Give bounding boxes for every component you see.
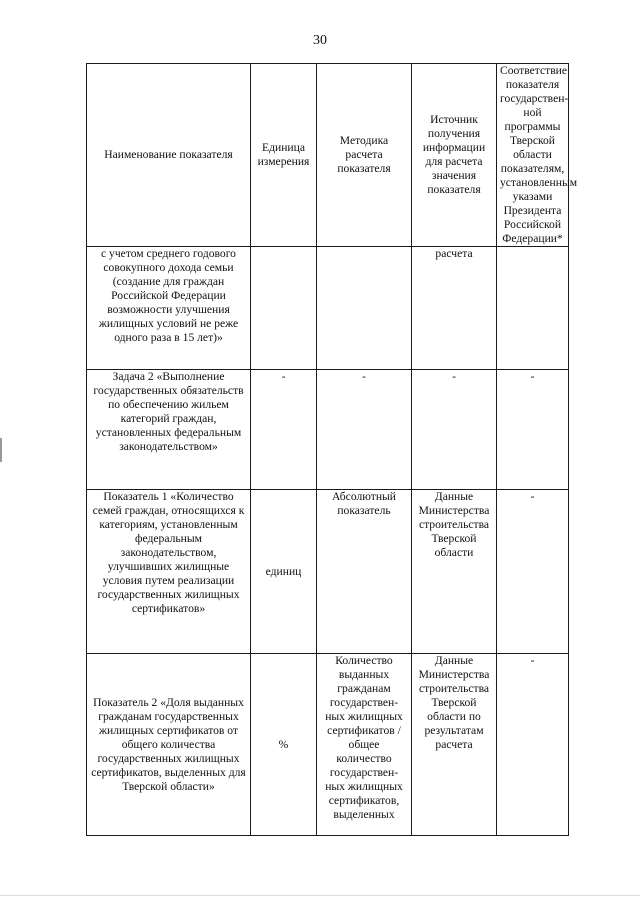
cell-unit: % bbox=[251, 654, 317, 836]
table-row bbox=[87, 247, 569, 370]
header-source: Источник получения информации для расчета значения показателя bbox=[412, 64, 497, 247]
cell-method: - bbox=[317, 370, 412, 490]
scan-bottom-line bbox=[0, 895, 640, 896]
cell-source: Данные Министерства строительства Тверской области по результатам расчета bbox=[412, 654, 497, 836]
table-row bbox=[87, 490, 569, 654]
cell-compliance: - bbox=[497, 654, 569, 836]
cell-name: с учетом среднего годового совокупного дохода семьи (создание для граждан Российской Федерации возможности улучшения жилищных условий не реже одного раза в 15 лет)» bbox=[87, 247, 251, 370]
header-unit: Единица измерения bbox=[251, 64, 317, 247]
header-compliance: Соответствие показателя государствен-ной программы Тверской области показателям, установленным указами Президента Российской Федерации* bbox=[497, 64, 569, 247]
cell-name: Задача 2 «Выполнение государственных обязательств по обеспечению жильем категорий граждан, установленных федеральным законодательством» bbox=[87, 370, 251, 490]
cell-source: Данные Министерства строительства Тверской области bbox=[412, 490, 497, 654]
cell-method: Количество выданных гражданам государствен-ных жилищных сертификатов / общее количество государствен-ных жилищных сертификатов, выделенных bbox=[317, 654, 412, 836]
header-indicator-name: Наименование показателя bbox=[87, 64, 251, 247]
cell-method bbox=[317, 247, 412, 370]
header-method: Методика расчета показателя bbox=[317, 64, 412, 247]
cell-unit bbox=[251, 247, 317, 370]
table-row bbox=[87, 654, 569, 836]
table-header-row bbox=[87, 64, 569, 247]
cell-name: Показатель 1 «Количество семей граждан, относящихся к категориям, установленным федеральным законодательством, улучшивших жилищные условия путем реализации государственных жилищных сертификатов» bbox=[87, 490, 251, 654]
cell-unit: единиц bbox=[251, 490, 317, 654]
cell-source: расчета bbox=[412, 247, 497, 370]
cell-compliance: - bbox=[497, 490, 569, 654]
cell-method: Абсолютный показатель bbox=[317, 490, 412, 654]
page-number: 30 bbox=[313, 33, 327, 48]
cell-name: Показатель 2 «Доля выданных гражданам государственных жилищных сертификатов от общего количества государственных жилищных сертификатов, выделенных для Тверской области» bbox=[87, 654, 251, 836]
cell-compliance bbox=[497, 247, 569, 370]
table-row bbox=[87, 370, 569, 490]
scan-margin-mark bbox=[0, 438, 2, 462]
cell-unit: - bbox=[251, 370, 317, 490]
cell-source: - bbox=[412, 370, 497, 490]
cell-compliance: - bbox=[497, 370, 569, 490]
indicators-table bbox=[86, 63, 578, 836]
